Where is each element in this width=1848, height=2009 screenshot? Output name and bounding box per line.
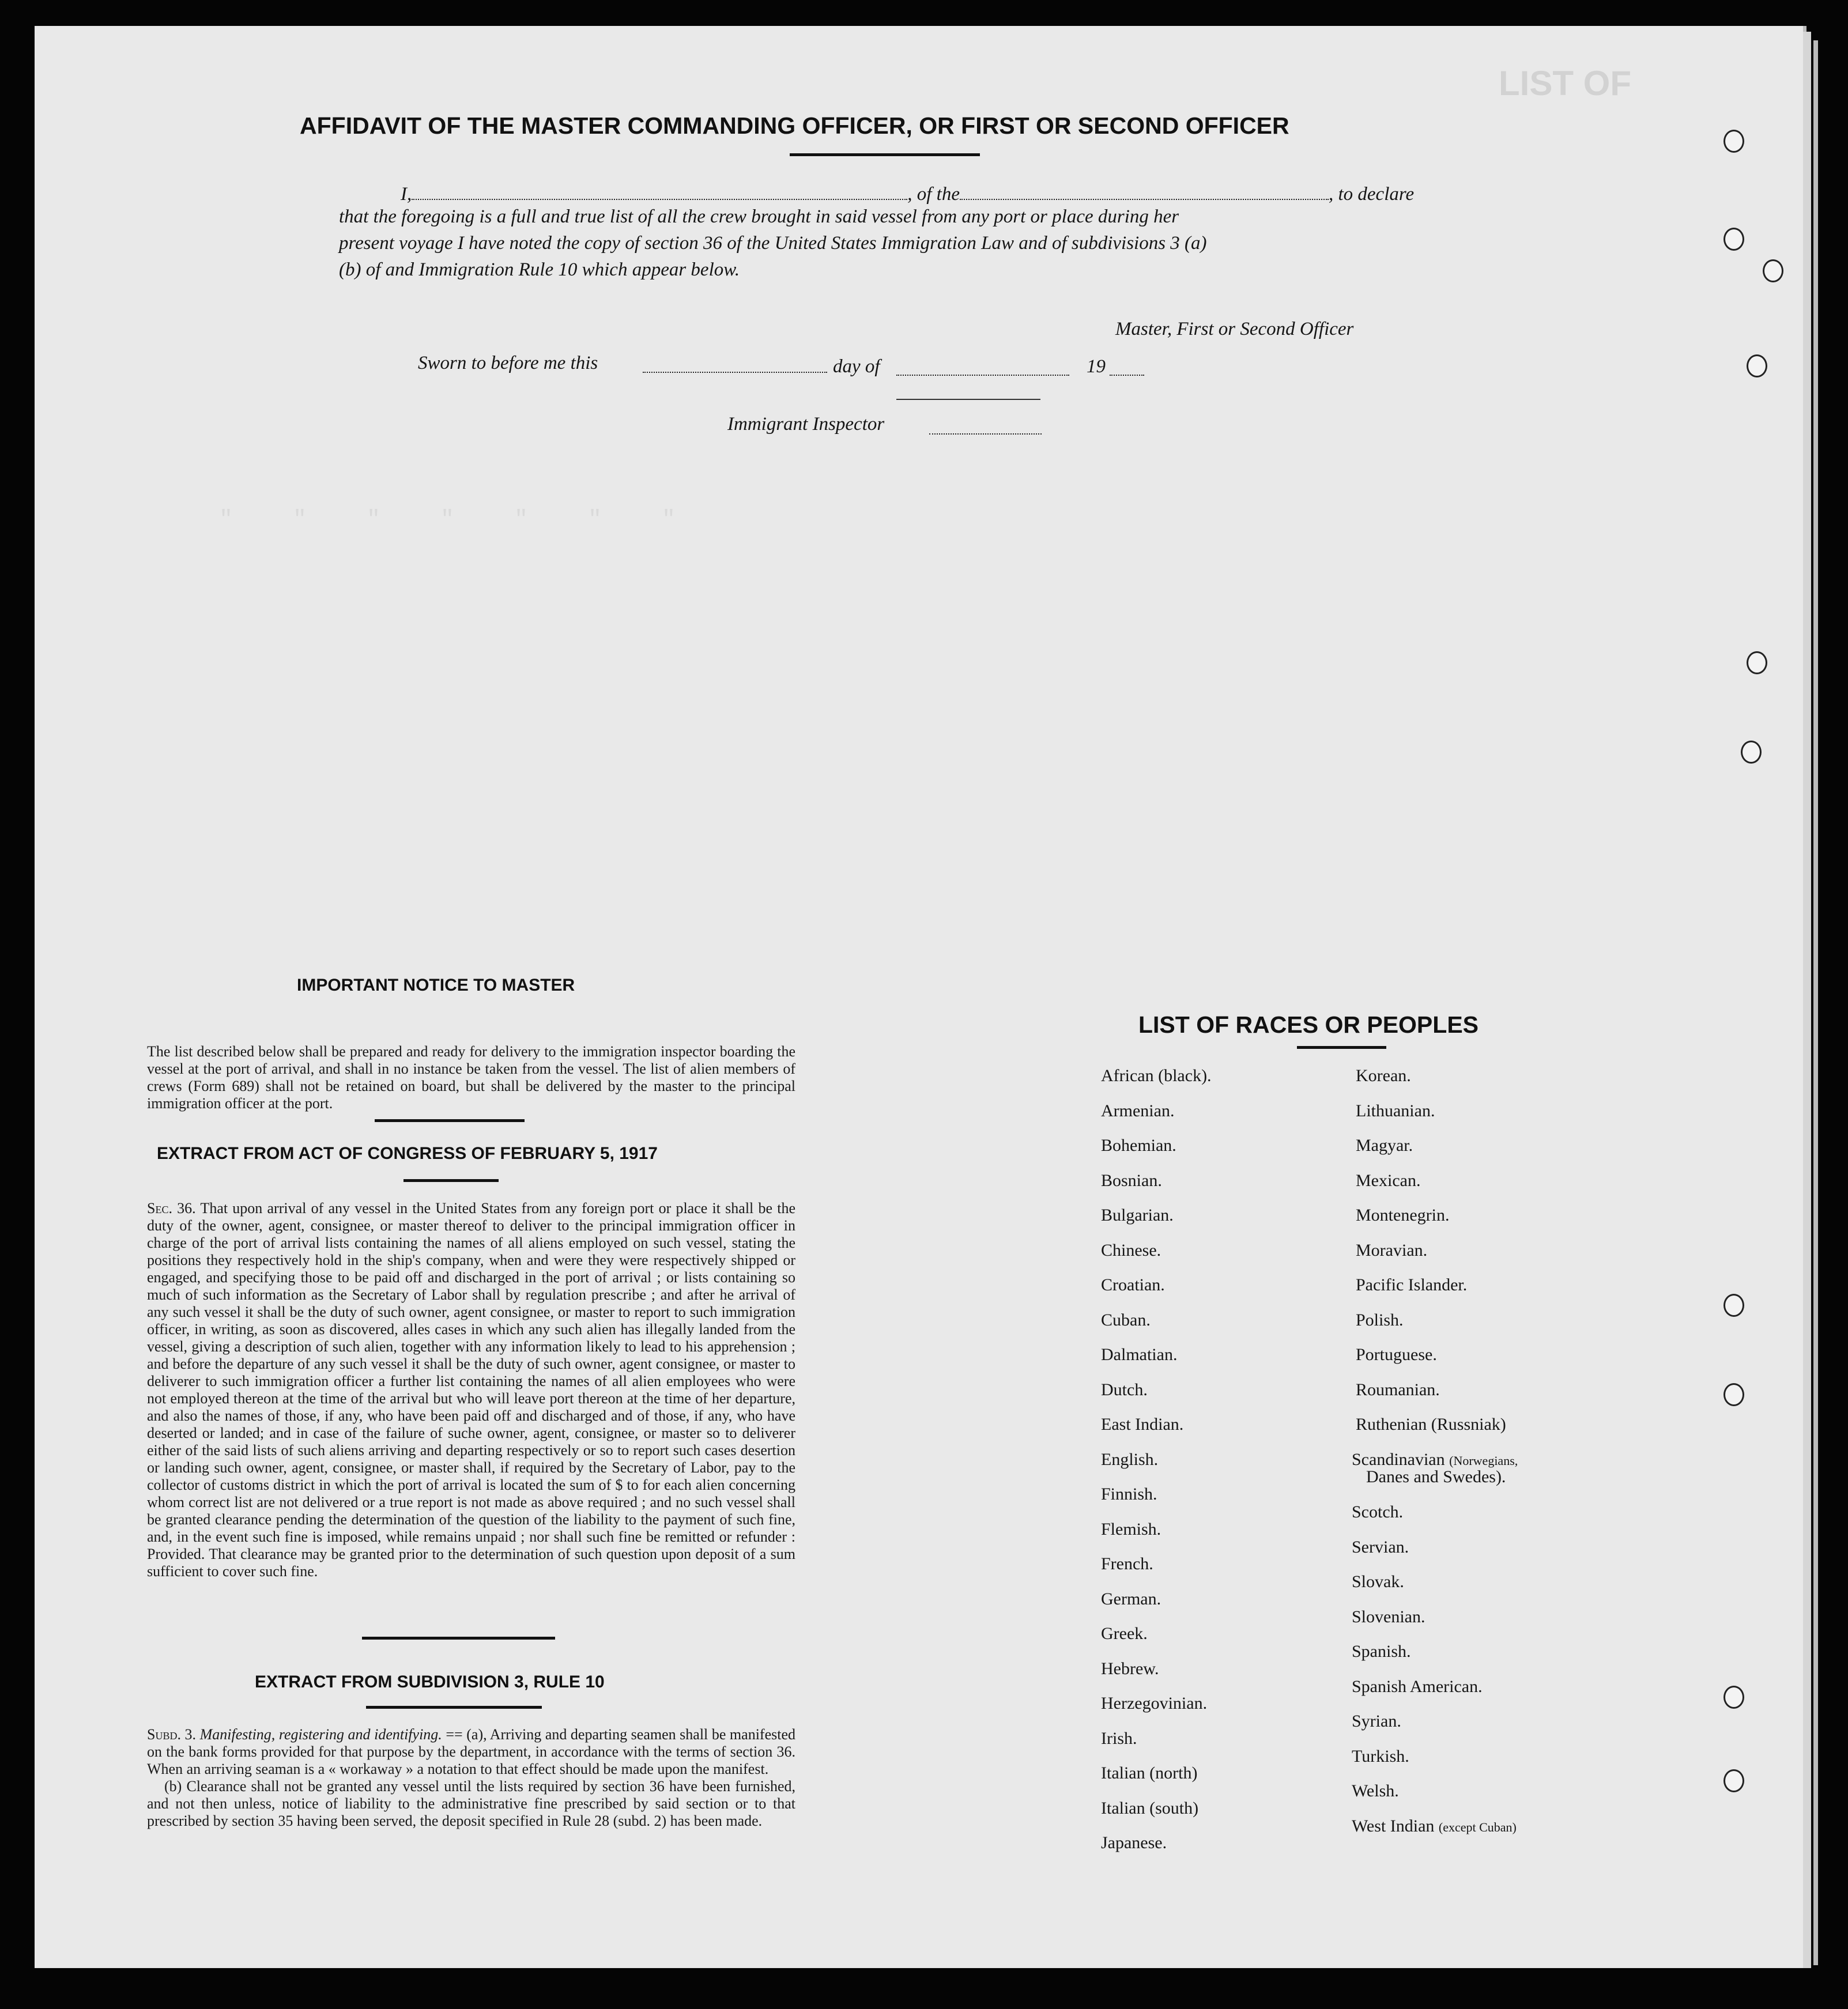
- race-col1-9: Dutch.: [1101, 1380, 1148, 1399]
- race-col2-6: Pacific Islander.: [1356, 1275, 1468, 1294]
- race-col1-3: Bosnian.: [1101, 1171, 1162, 1190]
- punch-hole: [1723, 228, 1744, 251]
- bleed-through: " " " " " " ": [219, 507, 699, 533]
- race-col2-2: Magyar.: [1356, 1136, 1413, 1155]
- divider: [375, 1119, 525, 1122]
- affidavit-line-4: (b) of and Immigration Rule 10 which appear below.: [339, 259, 740, 280]
- notice-title: IMPORTANT NOTICE TO MASTER: [297, 976, 575, 995]
- day-of-label: day of: [833, 356, 880, 377]
- month-blank: [896, 375, 1069, 376]
- subd-3-text: [147, 1726, 795, 1830]
- race-col1-10: East Indian.: [1101, 1415, 1184, 1434]
- race-col1-15: German.: [1101, 1589, 1161, 1608]
- section-36-text: [147, 1200, 795, 1580]
- section-body: That upon arrival of any vessel in the United States from any foreign port or place it shall be the duty of the owner, agent, consignee, or master thereof to deliver to the principal immigration officer in charge of the port of arrival lists containing the names of all aliens employed on such vessel, stating the positions they respectively hold in the ship's company, when and were they were respectively shipped or engaged, and specifying those to be paid off and discharged in the port of arrival ; or lists containing so much of such information as the Secretary of Labor shall by regulation prescribe ; and after he arrival of any such vessel it shall be the duty of such owner, agent consignee, or master to report to such immigration officer, in writing, as soon as discovered, alles cases in which any such alien has illegally landed from the vessel, giving a description of such alien, together with any information likely to lead to his apprehension ; and before the departure of any such vessel it shall be the duty of such owner, agent consignee, or master to deliverer to such immigration officer a further list containing the names of all alien employees who were not employed thereon at the time of the arrival but who will leave port thereon at the time of her departure, and also the names of those, if any, who have been paid off and discharged and of those, if any, who have deserted or landed; and in case of the failure of suche owner, agent, consignee, or master so to deliverer either of the said lists of such aliens arriving and departing respectively or so to report such cases desertion or landing such owner, agent, consignee, or master shall, if required by the Secretary of Labor, pay to the collector of customs district in which the port of arrival is located the sum of $ to for each alien concerning whom correct list are not delivered or a true report is not made as above required ; and no such vessel shall be granted clearance pending the determination of the question of the liability to the payment of such fine, and, in the event such fine is imposed, while remains unpaid ; nor shall such fine be remitted or refunder : Provided. That clearance may be granted prior to the determination of such question upon deposit of a sum sufficient to cover such fine.: [147, 1200, 796, 1580]
- divider: [362, 1637, 555, 1640]
- race-col1-1: Armenian.: [1101, 1101, 1175, 1120]
- punch-hole: [1747, 354, 1767, 377]
- divider: [790, 153, 980, 156]
- race-col2-10: Ruthenian (Russniak): [1356, 1415, 1506, 1434]
- affidavit-title: AFFIDAVIT OF THE MASTER COMMANDING OFFICER, OR FIRST OR SECOND OFFICER: [300, 112, 1289, 139]
- notice-text: The list described below shall be prepared and ready for delivery to the immigration inspector boarding the vessel at the port of arrival, and shall in no instance be taken from the vessel. The list of alien members of crews (Form 689) shall not be retained on board, but shall be delivered by the master to the principal immigration officer at the port.: [147, 1043, 795, 1112]
- punch-hole: [1763, 259, 1783, 282]
- race-col1-0: African (black).: [1101, 1066, 1212, 1085]
- sworn-label: Sworn to before me this: [418, 353, 598, 373]
- punch-hole: [1723, 1686, 1744, 1709]
- race-col1-2: Bohemian.: [1101, 1136, 1176, 1155]
- race-col1-5: Chinese.: [1101, 1241, 1161, 1260]
- vessel-blank: [960, 180, 1329, 200]
- race-col2-1: Lithuanian.: [1356, 1101, 1435, 1120]
- officer-signature-label: Master, First or Second Officer: [1115, 319, 1354, 339]
- race-west-indian: West Indian: [1352, 1817, 1435, 1836]
- race-col1-11: English.: [1101, 1450, 1159, 1469]
- extract-act-title: EXTRACT FROM ACT OF CONGRESS OF FEBRUARY 5, 1917: [157, 1144, 658, 1163]
- race-col2-21: [1352, 1817, 1517, 1836]
- race-col1-22: Japanese.: [1101, 1833, 1167, 1852]
- race-col2-3: Mexican.: [1356, 1171, 1421, 1190]
- race-col1-6: Croatian.: [1101, 1275, 1165, 1294]
- race-col1-4: Bulgarian.: [1101, 1206, 1174, 1225]
- subd-title: Manifesting, registering and identifying.: [199, 1726, 442, 1743]
- inspector-signature-line: [896, 399, 1040, 400]
- year-blank: [1110, 375, 1144, 376]
- punch-hole: [1723, 1383, 1744, 1406]
- race-col1-20: Italian (north): [1101, 1763, 1198, 1783]
- affidavit-line-3: present voyage I have noted the copy of section 36 of the United States Immigration Law and of subdivisions 3 (a): [339, 233, 1207, 254]
- race-col1-17: Hebrew.: [1101, 1659, 1159, 1678]
- subd-label: Subd. 3.: [147, 1726, 197, 1743]
- affidavit-line-2: that the foregoing is a full and true list of all the crew brought in said vessel from any port or place during her: [339, 206, 1179, 227]
- race-scandinavian-note: (Norwegians,: [1449, 1453, 1518, 1468]
- name-blank: [412, 180, 907, 200]
- punch-hole: [1723, 1294, 1744, 1317]
- page-edge: [1803, 32, 1811, 1968]
- race-col1-19: Irish.: [1101, 1729, 1137, 1748]
- divider: [1297, 1046, 1386, 1049]
- affidavit-of-the: , of the: [907, 184, 960, 205]
- punch-hole: [1723, 1769, 1744, 1792]
- subd-para-a: == (a), Arriving and departing seamen shall be manifested on the bank forms provided for that purpose by the department, in accordance with the terms of section 36. When an arriving seaman is a « workaway » a notation to that effect should be made upon the manifest.: [147, 1726, 796, 1777]
- race-col2-7: Polish.: [1356, 1311, 1404, 1330]
- race-col2-14: Slovak.: [1352, 1572, 1404, 1591]
- race-scandinavian-note-2: Danes and Swedes).: [1366, 1467, 1506, 1486]
- date-blank: [643, 372, 827, 373]
- races-title: LIST OF RACES OR PEOPLES: [1138, 1011, 1479, 1038]
- race-col1-12: Finnish.: [1101, 1485, 1157, 1504]
- race-col1-13: Flemish.: [1101, 1520, 1161, 1539]
- race-col2-13: Servian.: [1352, 1538, 1409, 1557]
- race-col1-21: Italian (south): [1101, 1799, 1199, 1818]
- race-col1-8: Dalmatian.: [1101, 1345, 1178, 1364]
- race-col2-4: Montenegrin.: [1356, 1206, 1450, 1225]
- affidavit-declare: , to declare: [1328, 184, 1415, 205]
- race-col2-19: Turkish.: [1352, 1747, 1409, 1766]
- race-col2-20: Welsh.: [1352, 1781, 1399, 1800]
- punch-hole: [1741, 741, 1762, 764]
- affidavit-line-1: [401, 180, 1414, 205]
- race-col2-5: Moravian.: [1356, 1241, 1428, 1260]
- race-scandinavian: Scandinavian: [1352, 1450, 1445, 1469]
- race-col1-7: Cuban.: [1101, 1311, 1151, 1330]
- bleed-through: LIST OF: [1499, 64, 1631, 103]
- race-col2-15: Slovenian.: [1352, 1607, 1425, 1626]
- race-col1-18: Herzegovinian.: [1101, 1694, 1208, 1713]
- race-col2-17: Spanish American.: [1352, 1677, 1483, 1696]
- race-west-indian-note: (except Cuban): [1438, 1820, 1517, 1834]
- race-col2-8: Portuguese.: [1356, 1345, 1437, 1364]
- race-col2-16: Spanish.: [1352, 1642, 1411, 1661]
- year-label: 19: [1087, 356, 1106, 377]
- inspector-blank: [929, 433, 1042, 435]
- race-col2-9: Roumanian.: [1356, 1380, 1440, 1399]
- race-col2-11: [1352, 1450, 1518, 1470]
- race-col1-14: French.: [1101, 1554, 1153, 1573]
- punch-hole: [1723, 130, 1744, 153]
- divider: [366, 1706, 542, 1709]
- section-label: Sec. 36.: [147, 1200, 196, 1217]
- race-col2-18: Syrian.: [1352, 1712, 1401, 1731]
- page-edge-back: [1813, 40, 1818, 1965]
- affidavit-i: I,: [401, 184, 412, 205]
- subd-para-b: (b) Clearance shall not be granted any vessel until the lists required by section 36 have been furnished, and not then unless, notice of liability to the administrative fine prescribed by said section or to that prescribed by section 35 having been served, the deposit specified in Rule 28 (subd. 2) has been made.: [147, 1778, 795, 1829]
- inspector-label: Immigrant Inspector: [727, 414, 885, 435]
- punch-hole: [1747, 651, 1767, 674]
- race-col2-12: Scotch.: [1352, 1502, 1404, 1521]
- race-col1-16: Greek.: [1101, 1624, 1148, 1643]
- divider: [403, 1179, 499, 1182]
- extract-rule-title: EXTRACT FROM SUBDIVISION 3, RULE 10: [255, 1672, 605, 1691]
- race-col2-0: Korean.: [1356, 1066, 1411, 1085]
